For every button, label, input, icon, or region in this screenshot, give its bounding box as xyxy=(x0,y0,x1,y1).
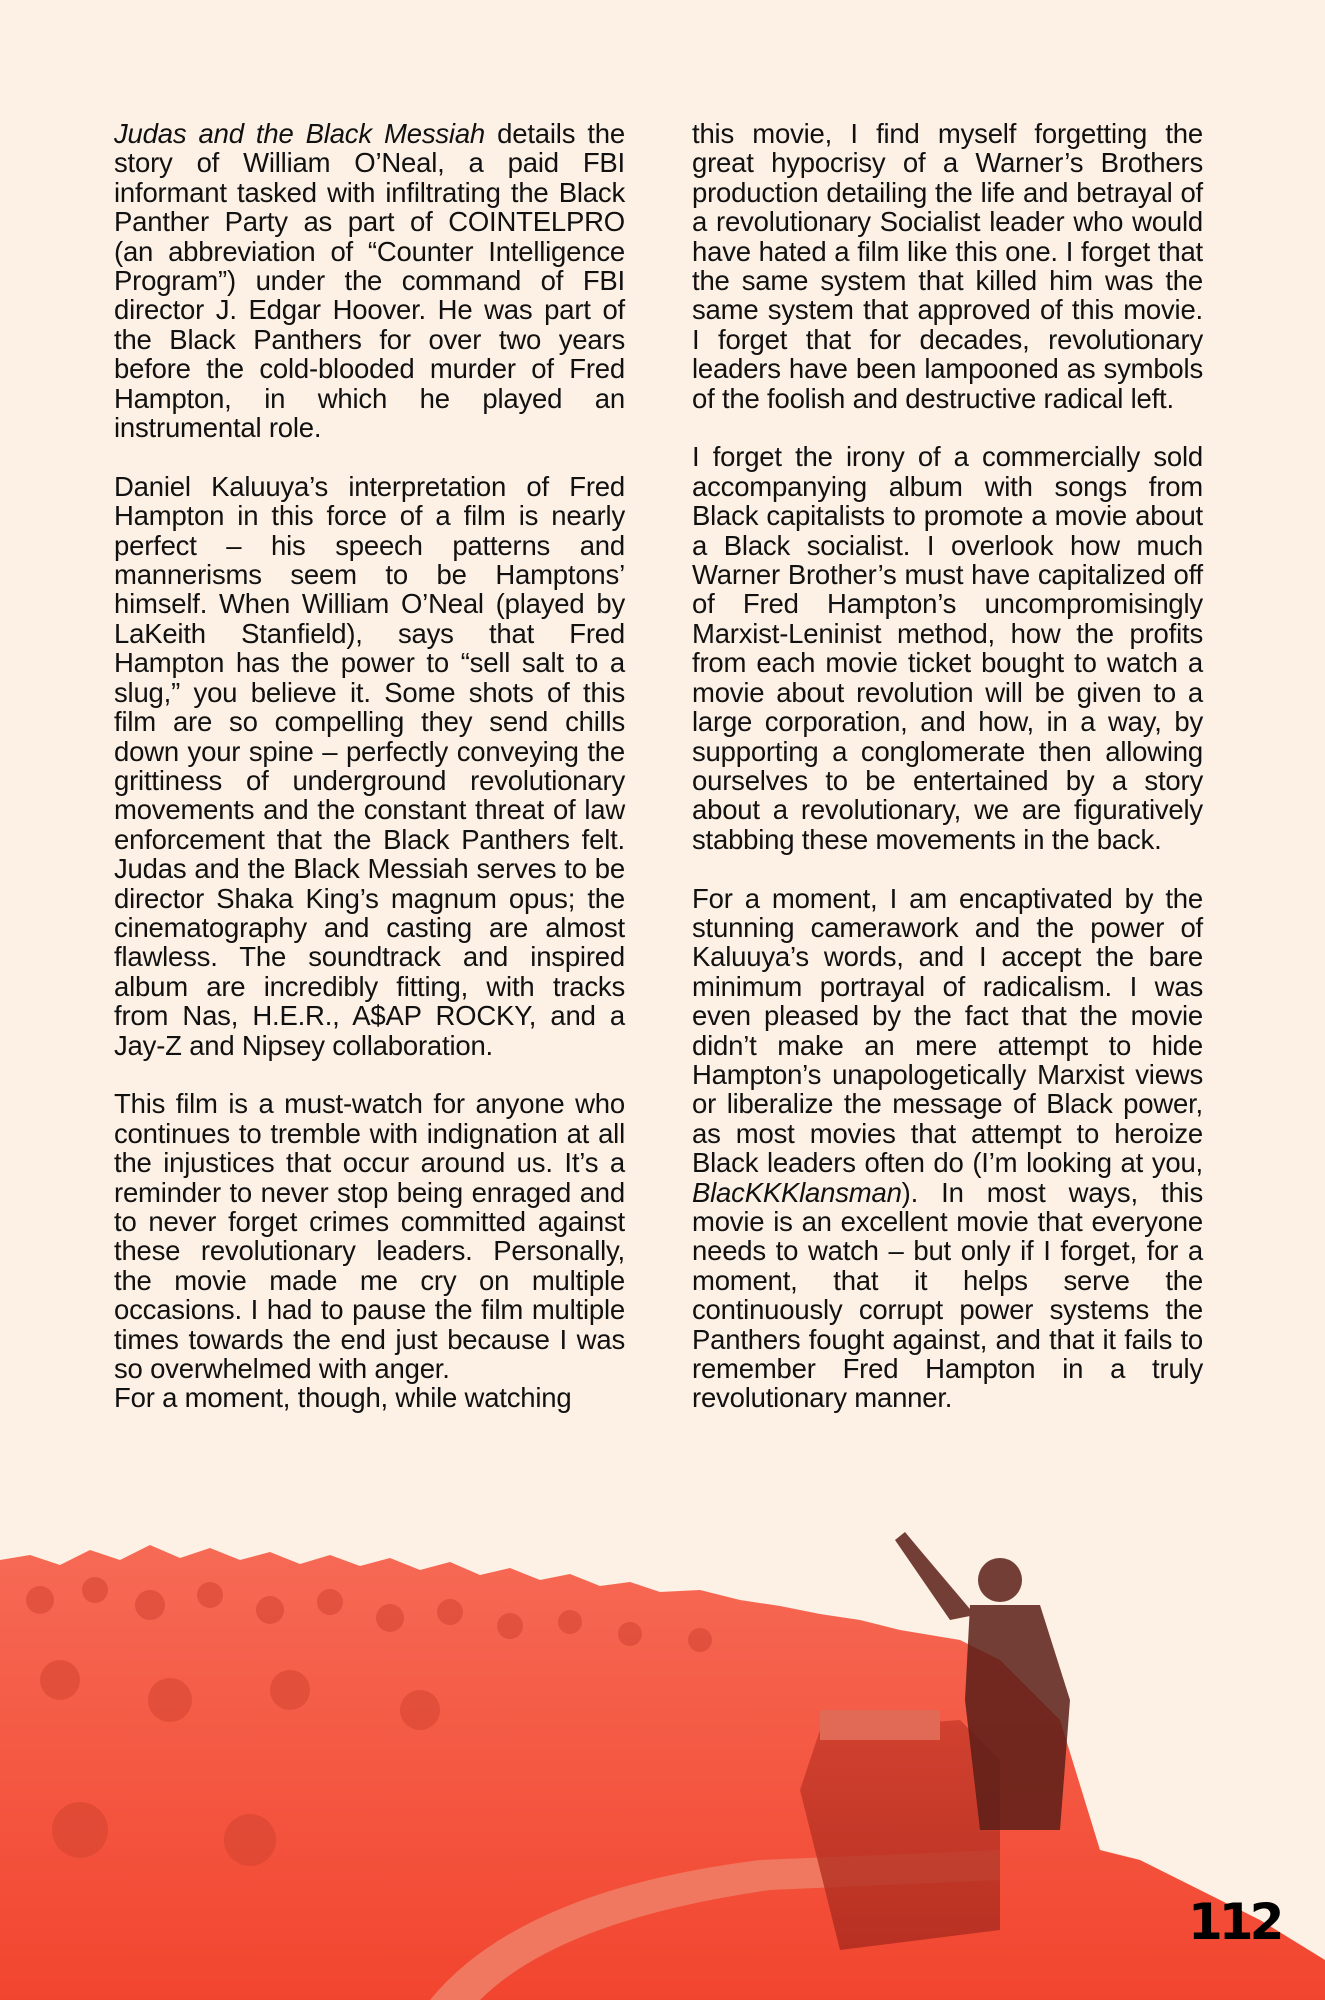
paragraph-conclusion: For a moment, I am encaptivated by the stunning camerawork and the power of Kaluuya’s words, and I accept the bare minimum portrayal of radicalism. I was even pleased by the fact that the movie didn’t make an mere attempt to hide Hampton’s unapologetically Marxist views or liberalize the message of Black power, as most movies that attempt to heroize Black leaders often do (I’m looking at you, BlacKKKlansman). In most ways, this movie is an excellent movie that everyone needs to watch – but only if I forget, for a moment, that it helps serve the continuously corrupt power systems the Panthers fought against, and that it fails to remember Fred Hampton in a truly revolutionary manner. xyxy=(692,882,1203,1414)
film-title-blackkklansman: BlacKKKlansman xyxy=(692,1176,902,1208)
paragraph-intro: Judas and the Black Messiah details the story of William O’Neal, a paid FBI informant tasked with infiltrating the Black Panther Party as part of COINTELPRO (an abbreviation of “Counter Intelligence Program”) under the command of FBI director J. Edgar Hoover. He was part of the Black Panthers for over two years before the cold-blooded murder of Fred Hampton, in which he played an instrumental role. xyxy=(114,118,625,444)
rally-photo xyxy=(0,1530,1325,2000)
paragraph-hypocrisy-start: For a moment, though, while watching xyxy=(114,1382,572,1414)
paragraph-irony: I forget the irony of a commercially sold accompanying album with songs from Black capitalists to promote a movie about a Black socialist. I overlook how much Warner Brother’s must have capitalized off of Fred Hampton’s uncompromisingly Marxist-Leninist method, how the profits from each movie ticket bought to watch a movie about revolution will be given to a large corporation, and how, in a way, by supporting a conglomerate then allowing ourselves to be entertained by a story about a revolutionary, we are figuratively stabbing these movements in the back. xyxy=(692,441,1203,855)
paragraph-hypocrisy-cont: this movie, I find myself forgetting the great hypocrisy of a Warner’s Brothers production detailing the life and betrayal of a revolutionary Socialist leader who would have hated a film like this one. I forget that the same system that killed him was the same system that approved of this movie. I forget that for decades, revolutionary leaders have been lampooned as symbols of the foolish and destructive radical left. xyxy=(692,118,1203,414)
crowd-silhouette xyxy=(0,1545,1325,2000)
right-column xyxy=(692,119,1203,1442)
left-column xyxy=(114,119,625,1413)
page-number: 112 xyxy=(1188,1893,1281,1951)
film-title: Judas and the Black Messiah xyxy=(114,118,486,149)
paragraph-must-watch: This film is a must-watch for anyone who continues to tremble with indignation at all the injustices that occur around us. It’s a reminder to never stop being enraged and to never forget crimes committed against these revolutionary leaders. Personally, the movie made me cry on multiple occasions. I had to pause the film multiple times towards the end just because I was so overwhelmed with anger. xyxy=(114,1088,625,1385)
paragraph-performance: Daniel Kaluuya’s interpretation of Fred Hampton in this force of a film is nearly perfect – his speech patterns and mannerisms seem to be Hamptons’ himself. When William O’Neal (played by LaKeith Stanfield), says that Fred Hampton has the power to “sell salt to a slug,” you believe it. Some shots of this film are so compelling they send chills down your spine – perfectly conveying the grittiness of underground revolutionary movements and the constant threat of law enforcement that the Black Panthers felt. Judas and the Black Messiah serves to be director Shaka King’s magnum opus; the cinematography and casting are almost flawless. The soundtrack and inspired album are incredibly fitting, with tracks from Nas, H.E.R., A$AP ROCKY, and a Jay-Z and Nipsey collaboration. xyxy=(114,470,625,1061)
